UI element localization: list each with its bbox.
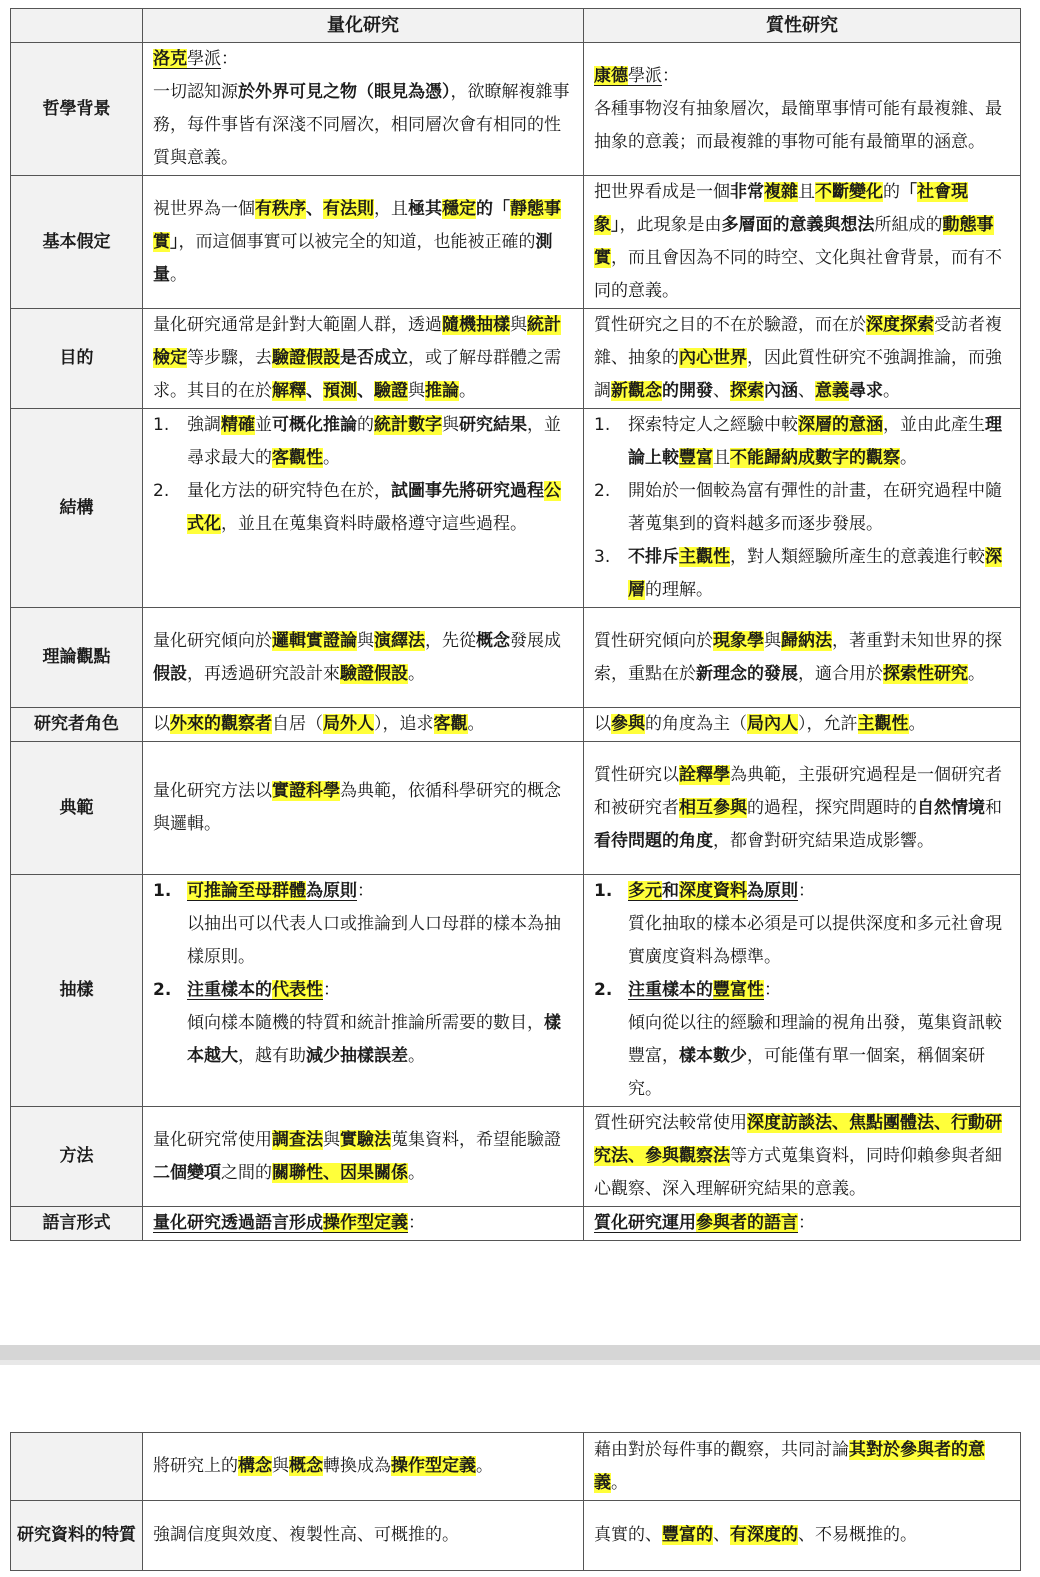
- row-label: 目的: [11, 309, 143, 409]
- page-separator-shadow: [0, 1360, 1040, 1365]
- row-label: [11, 1433, 143, 1501]
- cell-qual-philosophy: 康德學派： 各種事物沒有抽象層次，最簡單事情可能有最複雜、最抽象的意義；而最複雜的事物可能有最簡單的涵意。: [584, 43, 1021, 176]
- row-structure: [11, 409, 1021, 608]
- row-label: 方法: [11, 1107, 143, 1207]
- row-role: [11, 708, 1021, 742]
- header-qualitative: 質性研究: [584, 9, 1021, 43]
- cell-quant-sampling: 1. 可推論至母群體為原則： 以抽出可以代表人口或推論到人口母群的樣本為抽樣原則。 2. 注重樣本的代表性： 傾向樣本隨機的特質和統計推論所需要的數目，樣本越大，越有助減少抽樣誤差。: [143, 875, 584, 1107]
- row-paradigm: [11, 742, 1021, 875]
- cell-qual-language-detail: 藉由對於每件事的觀察，共同討論其對於參與者的意義。: [584, 1433, 1021, 1501]
- cell-qual-assumption: 把世界看成是一個非常複雜且不斷變化的「社會現象」，此現象是由多層面的意義與想法所組成的動態事實，而且會因為不同的時空、文化與社會背景，而有不同的意義。: [584, 176, 1021, 309]
- cell-qual-theory: 質性研究傾向於現象學與歸納法，著重對未知世界的探索，重點在於新理念的發展，適合用於探索性研究。: [584, 608, 1021, 708]
- row-label: 結構: [11, 409, 143, 608]
- cell-quant-philosophy: 洛克學派： 一切認知源於外界可見之物（眼見為憑），欲瞭解複雜事務，每件事皆有深淺不同層次，相同層次會有相同的性質與意義。: [143, 43, 584, 176]
- cell-quant-structure: 1. 強調精確並可概化推論的統計數字與研究結果，並尋求最大的客觀性。 2. 量化方法的研究特色在於，試圖事先將研究過程公式化，並且在蒐集資料時嚴格遵守這些過程。: [143, 409, 584, 608]
- row-theory: [11, 608, 1021, 708]
- cell-quant-role: 以外來的觀察者自居（局外人），追求客觀。: [143, 708, 584, 742]
- row-label: 語言形式: [11, 1207, 143, 1241]
- cell-qual-purpose: 質性研究之目的不在於驗證，而在於深度探索受訪者複雜、抽象的內心世界，因此質性研究不強調推論，而強調新觀念的開發、探索內涵、意義尋求。: [584, 309, 1021, 409]
- row-label: 研究者角色: [11, 708, 143, 742]
- cell-qual-method: 質性研究法較常使用深度訪談法、焦點團體法、行動研究法、參與觀察法等方式蒐集資料，同時仰賴參與者細心觀察、深入理解研究結果的意義。: [584, 1107, 1021, 1207]
- cell-quant-language: 量化研究透過語言形成操作型定義：: [143, 1207, 584, 1241]
- row-data-nature: [11, 1501, 1021, 1571]
- comparison-table: [10, 8, 1021, 1241]
- cell-quant-assumption: 視世界為一個有秩序、有法則，且極其穩定的「靜態事實」，而這個事實可以被完全的知道，也能被正確的測量。: [143, 176, 584, 309]
- header-blank: [11, 9, 143, 43]
- row-label: 典範: [11, 742, 143, 875]
- cell-qual-data-nature: 真實的、豐富的、有深度的、不易概推的。: [584, 1501, 1021, 1571]
- cell-quant-theory: 量化研究傾向於邏輯實證論與演繹法，先從概念發展成假設，再透過研究設計來驗證假設。: [143, 608, 584, 708]
- cell-quant-purpose: 量化研究通常是針對大範圍人群，透過隨機抽樣與統計檢定等步驟，去驗證假設是否成立，或了解母群體之需求。其目的在於解釋、預測、驗證與推論。: [143, 309, 584, 409]
- cell-quant-language-detail: 將研究上的構念與概念轉換成為操作型定義。: [143, 1433, 584, 1501]
- row-label: 基本假定: [11, 176, 143, 309]
- row-purpose: [11, 309, 1021, 409]
- row-sampling: [11, 875, 1021, 1107]
- cell-qual-paradigm: 質性研究以詮釋學為典範，主張研究過程是一個研究者和被研究者相互參與的過程，探究問題時的自然情境和看待問題的角度，都會對研究結果造成影響。: [584, 742, 1021, 875]
- cell-quant-paradigm: 量化研究方法以實證科學為典範，依循科學研究的概念與邏輯。: [143, 742, 584, 875]
- row-label: 理論觀點: [11, 608, 143, 708]
- cell-quant-method: 量化研究常使用調查法與實驗法蒐集資料，希望能驗證二個變項之間的關聯性、因果關係。: [143, 1107, 584, 1207]
- cell-quant-data-nature: 強調信度與效度、複製性高、可概推的。: [143, 1501, 584, 1571]
- row-philosophy: [11, 43, 1021, 176]
- row-label: 哲學背景: [11, 43, 143, 176]
- row-language: [11, 1207, 1021, 1241]
- comparison-table-continued: [10, 1432, 1021, 1571]
- cell-qual-role: 以參與的角度為主（局內人），允許主觀性。: [584, 708, 1021, 742]
- cell-qual-language: 質化研究運用參與者的語言：: [584, 1207, 1021, 1241]
- header-quantitative: 量化研究: [143, 9, 584, 43]
- cell-qual-structure: 1. 探索特定人之經驗中較深層的意涵，並由此產生理論上較豐富且不能歸納成數字的觀察。 2. 開始於一個較為富有彈性的計畫，在研究過程中隨著蒐集到的資料越多而逐步發展。 3. 不排斥主觀性，對人類經驗所產生的意義進行較深層的理解。: [584, 409, 1021, 608]
- cell-qual-sampling: 1. 多元和深度資料為原則： 質化抽取的樣本必須是可以提供深度和多元社會現實廣度資料為標準。 2. 注重樣本的豐富性： 傾向從以往的經驗和理論的視角出發，蒐集資訊較豐富，樣本數少，可能僅有單一個案，稱個案研究。: [584, 875, 1021, 1107]
- header-row: [11, 9, 1021, 43]
- row-assumption: [11, 176, 1021, 309]
- row-language-continued: [11, 1433, 1021, 1501]
- row-method: [11, 1107, 1021, 1207]
- row-label: 抽樣: [11, 875, 143, 1107]
- row-label: 研究資料的特質: [11, 1501, 143, 1571]
